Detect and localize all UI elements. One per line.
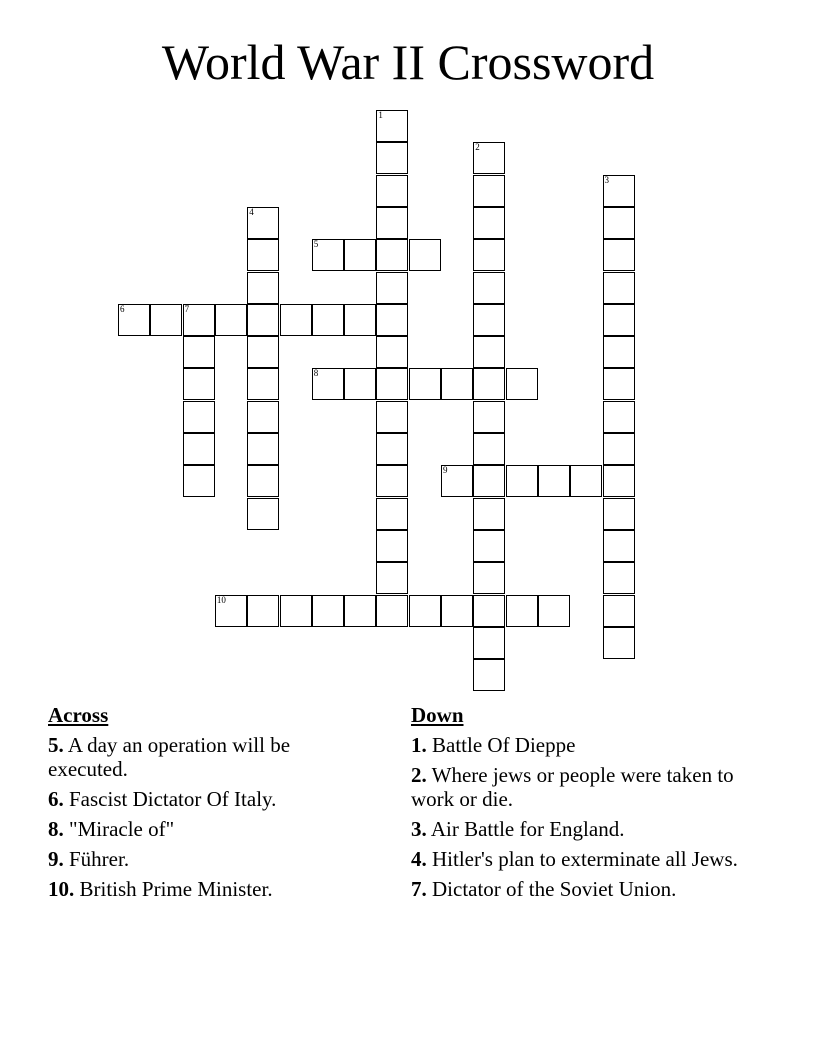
clue-text: Hitler's plan to exterminate all Jews. [432, 847, 738, 871]
grid-cell[interactable] [247, 368, 279, 400]
clue-across-6 [48, 787, 368, 811]
clue-down-3 [411, 817, 751, 841]
grid-cell[interactable] [247, 498, 279, 530]
clue-text: British Prime Minister. [79, 877, 273, 901]
clue-number-label: 10 [216, 594, 226, 605]
grid-cell[interactable] [473, 465, 505, 497]
grid-cell[interactable] [376, 562, 408, 594]
clue-text: Air Battle for England. [430, 817, 625, 841]
grid-cell[interactable] [376, 433, 408, 465]
grid-cell[interactable] [183, 465, 215, 497]
clue-number: 1. [411, 733, 427, 757]
grid-cell[interactable] [183, 336, 215, 368]
clue-across-5 [48, 733, 368, 781]
grid-cell[interactable] [506, 465, 538, 497]
grid-cell[interactable] [603, 627, 635, 659]
grid-cell[interactable] [376, 175, 408, 207]
grid-cell[interactable] [247, 272, 279, 304]
grid-cell[interactable] [280, 304, 312, 336]
grid-cell[interactable] [603, 272, 635, 304]
grid-cell[interactable] [376, 465, 408, 497]
grid-cell[interactable] [473, 207, 505, 239]
grid-cell[interactable] [473, 659, 505, 691]
grid-cell[interactable] [344, 239, 376, 271]
across-heading: Across [48, 703, 109, 727]
grid-cell[interactable] [376, 595, 408, 627]
grid-cell[interactable] [603, 465, 635, 497]
grid-cell[interactable] [312, 239, 344, 271]
clue-number-label: 9 [443, 465, 448, 476]
grid-cell[interactable] [376, 368, 408, 400]
clue-text: Führer. [69, 847, 130, 871]
grid-cell[interactable] [247, 433, 279, 465]
clue-across-8 [48, 817, 368, 841]
clue-text: "Miracle of" [69, 817, 175, 841]
grid-cell[interactable] [376, 401, 408, 433]
grid-cell[interactable] [183, 433, 215, 465]
grid-cell[interactable] [603, 498, 635, 530]
grid-cell[interactable] [344, 368, 376, 400]
grid-cell[interactable] [312, 304, 344, 336]
clue-text: Dictator of the Soviet Union. [432, 877, 677, 901]
grid-cell[interactable] [215, 304, 247, 336]
down-clues [411, 703, 751, 907]
grid-cell[interactable] [506, 595, 538, 627]
grid-cell[interactable] [376, 110, 408, 142]
grid-cell[interactable] [344, 304, 376, 336]
grid-cell[interactable] [150, 304, 182, 336]
grid-cell[interactable] [409, 368, 441, 400]
clue-number: 7. [411, 877, 427, 901]
grid-cell[interactable] [473, 595, 505, 627]
grid-cell[interactable] [603, 401, 635, 433]
grid-cell[interactable] [312, 368, 344, 400]
grid-cell[interactable] [603, 368, 635, 400]
clue-across-10 [48, 877, 368, 901]
grid-cell[interactable] [376, 530, 408, 562]
grid-cell[interactable] [183, 304, 215, 336]
grid-cell[interactable] [376, 142, 408, 174]
grid-cell[interactable] [183, 401, 215, 433]
grid-cell[interactable] [473, 627, 505, 659]
clue-number: 9. [48, 847, 64, 871]
grid-cell[interactable] [603, 175, 635, 207]
clue-number-label: 5 [313, 239, 319, 250]
clue-number-label: 8 [313, 368, 319, 379]
grid-cell[interactable] [409, 595, 441, 627]
grid-cell[interactable] [603, 530, 635, 562]
grid-cell[interactable] [570, 465, 602, 497]
grid-cell[interactable] [603, 595, 635, 627]
clue-number: 3. [411, 817, 427, 841]
clue-number: 5. [48, 733, 64, 757]
grid-cell[interactable] [538, 595, 570, 627]
grid-cell[interactable] [344, 595, 376, 627]
clue-number: 6. [48, 787, 64, 811]
grid-cell[interactable] [473, 239, 505, 271]
grid-cell[interactable] [118, 304, 150, 336]
grid-cell[interactable] [473, 175, 505, 207]
clue-number-label: 2 [475, 142, 480, 153]
clue-number-label: 1 [378, 110, 383, 120]
grid-cell[interactable] [473, 272, 505, 304]
grid-cell[interactable] [280, 595, 312, 627]
grid-cell[interactable] [603, 336, 635, 368]
grid-cell[interactable] [603, 207, 635, 239]
grid-cell[interactable] [473, 142, 505, 174]
clue-text: Fascist Dictator Of Italy. [69, 787, 277, 811]
grid-cell[interactable] [603, 562, 635, 594]
grid-cell[interactable] [376, 207, 408, 239]
grid-cell[interactable] [473, 433, 505, 465]
clue-number-label: 6 [120, 303, 125, 314]
clue-text: Where jews or people were taken to work or die. [411, 763, 734, 811]
grid-cell[interactable] [247, 304, 279, 336]
grid-cell[interactable] [441, 368, 473, 400]
clue-number: 10. [48, 877, 75, 901]
grid-cell[interactable] [376, 239, 408, 271]
clue-text: Battle Of Dieppe [432, 733, 576, 757]
page-title: World War II Crossword [161, 34, 655, 90]
grid-cell[interactable] [473, 368, 505, 400]
grid-cell[interactable] [376, 336, 408, 368]
grid-cell[interactable] [247, 465, 279, 497]
grid-cell[interactable] [441, 465, 473, 497]
grid-cell[interactable] [376, 304, 408, 336]
clue-number: 4. [411, 847, 427, 871]
grid-cell[interactable] [247, 401, 279, 433]
grid-cell[interactable] [603, 239, 635, 271]
clue-down-4 [411, 847, 751, 871]
grid-cell[interactable] [538, 465, 570, 497]
grid-cell[interactable] [473, 336, 505, 368]
clue-across-9 [48, 847, 368, 871]
clue-number-label: 7 [184, 303, 190, 314]
grid-cell[interactable] [506, 368, 538, 400]
clue-number-label: 4 [249, 206, 254, 217]
grid-cell[interactable] [603, 433, 635, 465]
grid-cell[interactable] [312, 595, 344, 627]
grid-cell[interactable] [441, 595, 473, 627]
clue-down-1 [411, 733, 751, 757]
grid-cell[interactable] [473, 562, 505, 594]
grid-cell[interactable] [247, 207, 279, 239]
grid-cell[interactable] [215, 595, 247, 627]
clue-down-7 [411, 877, 751, 901]
grid-cell[interactable] [376, 498, 408, 530]
grid-cell[interactable] [603, 304, 635, 336]
grid-cell[interactable] [473, 498, 505, 530]
clue-number-label: 3 [604, 174, 609, 185]
clue-number: 2. [411, 763, 427, 787]
grid-cell[interactable] [376, 272, 408, 304]
grid-cell[interactable] [473, 304, 505, 336]
clue-text: A day an operation will be executed. [48, 733, 291, 781]
grid-cell[interactable] [247, 239, 279, 271]
clue-number: 8. [48, 817, 64, 841]
grid-cell[interactable] [473, 530, 505, 562]
grid-cell[interactable] [473, 401, 505, 433]
grid-cell[interactable] [409, 239, 441, 271]
grid-cell[interactable] [247, 595, 279, 627]
down-heading: Down [411, 703, 464, 727]
across-clues [48, 703, 368, 907]
grid-cell[interactable] [247, 336, 279, 368]
grid-cell[interactable] [183, 368, 215, 400]
clue-down-2 [411, 763, 751, 811]
